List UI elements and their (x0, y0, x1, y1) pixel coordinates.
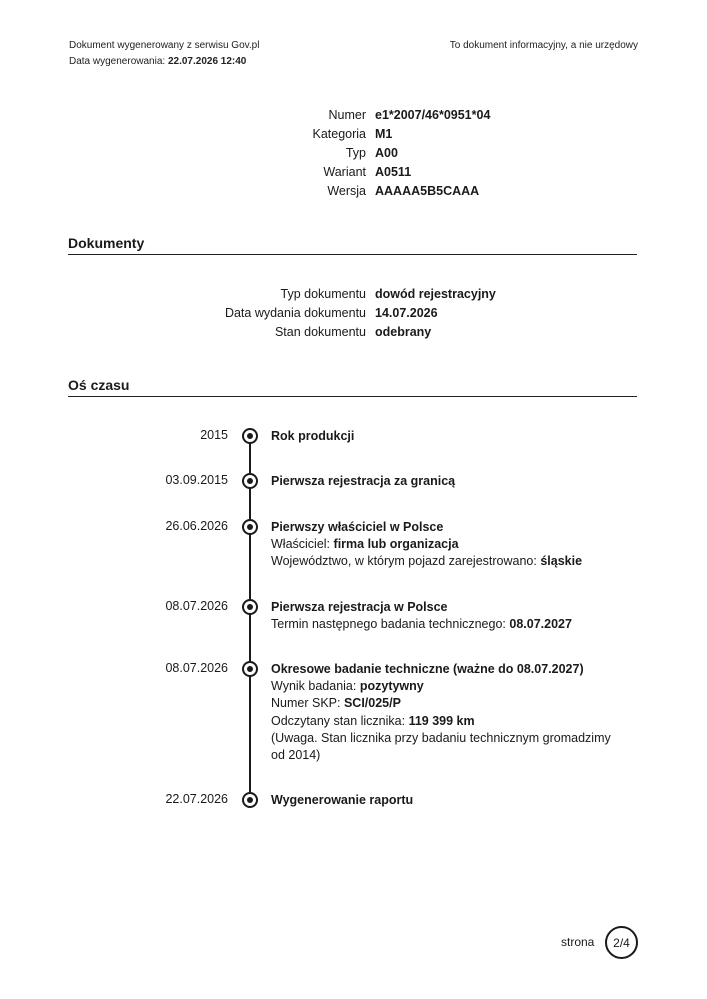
timeline-title: Pierwszy właściciel w Polsce (271, 520, 444, 534)
vehicle-value: e1*2007/46*0951*04 (375, 108, 491, 122)
generation-date (69, 56, 246, 67)
timeline-detail-line (271, 678, 611, 695)
document-row-status (0, 325, 707, 344)
documents-section-title: Dokumenty (68, 235, 637, 255)
vehicle-label: Wersja (327, 184, 366, 198)
vehicle-value: A0511 (375, 165, 412, 179)
generation-date-value: 22.07.2026 12:40 (167, 56, 247, 67)
vehicle-label: Wariant (323, 165, 366, 179)
vehicle-row-version (0, 184, 707, 203)
vehicle-label: Numer (328, 108, 366, 122)
vehicle-value: A00 (375, 146, 398, 160)
timeline-body (271, 661, 611, 764)
timeline-detail-value: śląskie (540, 554, 583, 569)
timeline-body (271, 792, 611, 809)
vehicle-row-variant (0, 165, 707, 184)
timeline-dot-icon (242, 473, 258, 489)
timeline-date: 08.07.2026 (165, 661, 228, 675)
timeline-body (271, 599, 611, 633)
timeline-detail-label: Termin następnego badania technicznego: (271, 617, 506, 632)
document-label: Data wydania dokumentu (224, 306, 366, 320)
timeline-detail-value: 119 399 km (408, 713, 475, 728)
timeline-date: 03.09.2015 (165, 473, 228, 487)
timeline-detail-line (271, 536, 611, 553)
timeline-axis-line (249, 436, 251, 801)
timeline-body (271, 519, 611, 571)
timeline-detail-value: firma lub organizacja (333, 537, 459, 552)
timeline-title: Rok produkcji (271, 429, 355, 443)
informational-note: To dokument informacyjny, a nie urzędowy (449, 40, 638, 51)
page-label: strona (561, 935, 595, 949)
timeline-detail-value: 08.07.2027 (509, 617, 572, 632)
generated-source-text: Dokument wygenerowany z serwisu Gov.pl (69, 40, 260, 51)
document-value: odebrany (375, 325, 432, 339)
vehicle-info-list (0, 108, 707, 203)
vehicle-label: Kategoria (312, 127, 366, 141)
vehicle-row-number (0, 108, 707, 127)
document-value: 14.07.2026 (375, 306, 438, 320)
timeline-dot-icon (242, 661, 258, 677)
timeline-detail-line (271, 713, 611, 730)
vehicle-row-type (0, 146, 707, 165)
timeline-detail-line (271, 553, 611, 570)
document-value: dowód rejestracyjny (375, 287, 496, 301)
timeline-detail-label: Województwo, w którym pojazd zarejestrowano: (271, 554, 537, 569)
timeline-dot-icon (242, 519, 258, 535)
timeline-detail-label: Wynik badania: (271, 679, 357, 694)
timeline-detail-value: pozytywny (359, 679, 424, 694)
timeline-detail-line (271, 616, 611, 633)
timeline-date: 26.06.2026 (165, 519, 228, 533)
timeline-detail-label: Numer SKP: (271, 696, 341, 711)
document-label: Stan dokumentu (274, 325, 366, 339)
timeline-title: Pierwsza rejestracja za granicą (271, 474, 456, 488)
documents-info-list (0, 287, 707, 344)
document-label: Typ dokumentu (280, 287, 366, 301)
vehicle-row-category (0, 127, 707, 146)
document-row-type (0, 287, 707, 306)
timeline-date: 22.07.2026 (165, 792, 228, 806)
timeline-date: 2015 (200, 428, 228, 442)
page-number-badge: 2/4 (605, 926, 638, 959)
timeline-detail-line (271, 695, 611, 712)
timeline-body (271, 473, 611, 490)
vehicle-value: AAAAA5B5CAAA (375, 184, 480, 198)
timeline-detail-value: SCI/025/P (343, 696, 401, 711)
timeline-dot-icon (242, 599, 258, 615)
vehicle-label: Typ (345, 146, 366, 160)
timeline-body (271, 428, 611, 445)
document-row-issue-date (0, 306, 707, 325)
generation-date-label: Data wygenerowania: (69, 56, 166, 67)
timeline-note: (Uwaga. Stan licznika przy badaniu technicznym gromadzimy od 2014) (271, 730, 611, 763)
vehicle-value: M1 (375, 127, 393, 141)
timeline-title: Okresowe badanie techniczne (ważne do 08.07.2027) (271, 662, 584, 676)
timeline-title: Wygenerowanie raportu (271, 793, 414, 807)
timeline-title: Pierwsza rejestracja w Polsce (271, 600, 448, 614)
timeline-date: 08.07.2026 (165, 599, 228, 613)
timeline-dot-icon (242, 792, 258, 808)
timeline-detail-label: Odczytany stan licznika: (271, 713, 406, 728)
timeline-section-title: Oś czasu (68, 377, 637, 397)
timeline-dot-icon (242, 428, 258, 444)
timeline-detail-label: Właściciel: (271, 537, 331, 552)
